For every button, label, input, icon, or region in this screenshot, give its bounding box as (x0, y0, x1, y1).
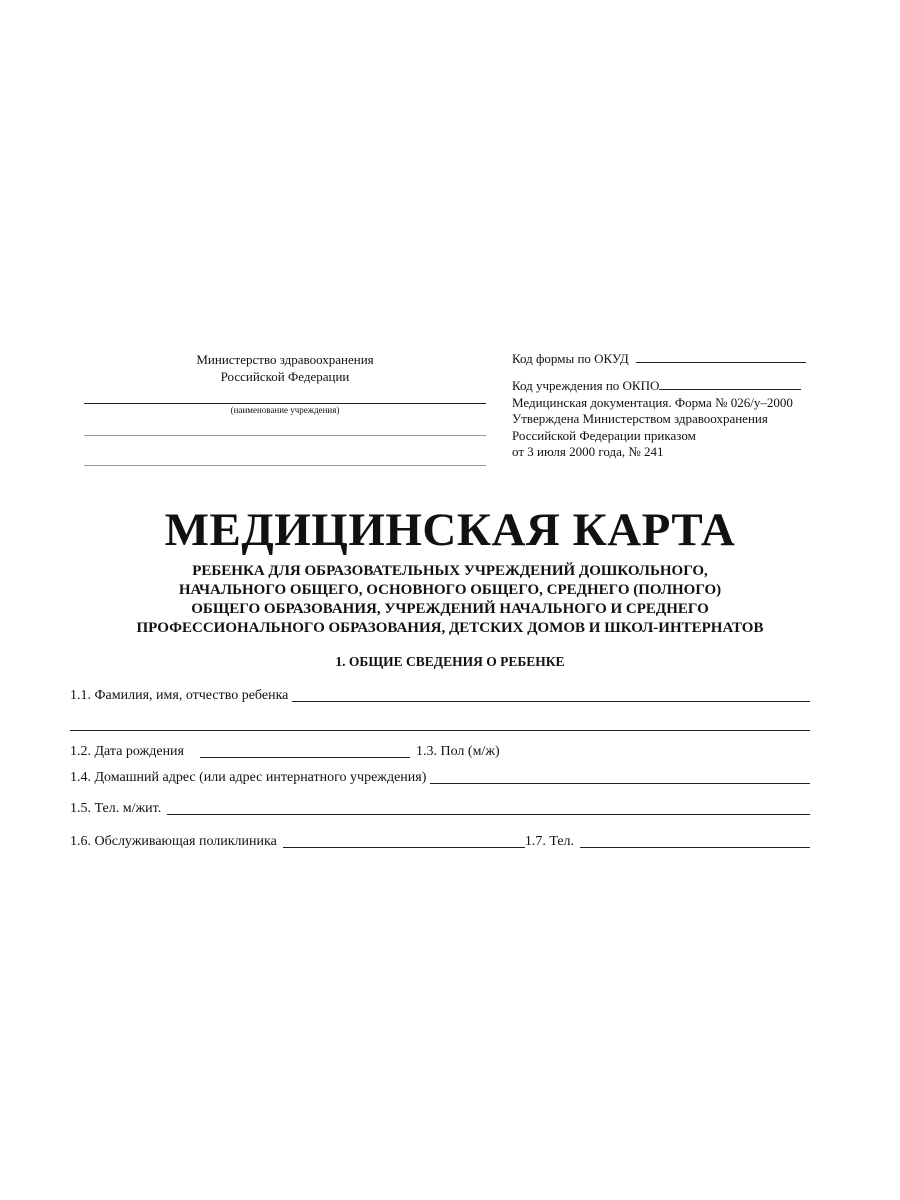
okud-field[interactable] (636, 350, 806, 363)
subtitle-line-1: РЕБЕНКА ДЛЯ ОБРАЗОВАТЕЛЬНЫХ УЧРЕЖДЕНИЙ ДОШКОЛЬНОГО, (192, 563, 708, 579)
birth-date-field[interactable] (200, 743, 410, 758)
okpo-label: Код учреждения по ОКПО (512, 378, 660, 393)
approval-line-2: Российской Федерации приказом (512, 427, 696, 443)
okpo-field[interactable] (659, 377, 801, 390)
clinic-phone-field[interactable] (580, 833, 810, 848)
ministry-line-2: Российской Федерации (220, 369, 350, 384)
okud-row (512, 350, 806, 368)
full-name-field-line-2[interactable] (70, 730, 810, 731)
section-1-heading: 1. ОБЩИЕ СВЕДЕНИЯ О РЕБЕНКЕ (335, 654, 565, 669)
institution-line-3[interactable] (84, 465, 486, 466)
address-field[interactable] (430, 769, 810, 784)
institution-caption: (наименование учреждения) (230, 405, 340, 415)
approval-line-3: от 3 июля 2000 года, № 241 (512, 444, 664, 459)
subtitle-line-2: НАЧАЛЬНОГО ОБЩЕГО, ОСНОВНОГО ОБЩЕГО, СРЕДНЕГО (ПОЛНОГО) (178, 582, 722, 598)
sex-label: 1.3. Пол (м/ж) (416, 744, 500, 759)
birth-sex-row (70, 742, 810, 760)
institution-name-line[interactable] (84, 403, 486, 404)
subtitle-line-4: ПРОФЕССИОНАЛЬНОГО ОБРАЗОВАНИЯ, ДЕТСКИХ ДОМОВ И ШКОЛ-ИНТЕРНАТОВ (136, 620, 764, 636)
full-name-row (70, 686, 810, 704)
approval-line-1: Утверждена Министерством здравоохранения (512, 411, 768, 426)
ministry-line-1: Министерство здравоохранения (196, 352, 374, 367)
ministry-block (84, 351, 486, 385)
address-label: 1.4. Домашний адрес (или адрес интернатного учреждения) (70, 770, 427, 785)
institution-line-2[interactable] (84, 435, 486, 436)
okpo-block (512, 377, 801, 461)
address-row (70, 768, 810, 786)
birth-date-label: 1.2. Дата рождения (70, 744, 184, 759)
clinic-field[interactable] (283, 833, 525, 848)
form-number-line: Медицинская документация. Форма № 026/у–2000 (512, 394, 793, 410)
okud-label: Код формы по ОКУД (512, 351, 629, 366)
clinic-phone-label: 1.7. Тел. (524, 834, 575, 849)
home-phone-row (70, 799, 810, 817)
clinic-row (70, 832, 810, 850)
clinic-label: 1.6. Обслуживающая поликлиника (70, 834, 277, 849)
subtitle-line-3: ОБЩЕГО ОБРАЗОВАНИЯ, УЧРЕЖДЕНИЙ НАЧАЛЬНОГО И СРЕДНЕГО (191, 601, 709, 617)
document-subtitle (0, 562, 900, 638)
full-name-field[interactable] (292, 687, 810, 702)
okpo-row (512, 377, 801, 395)
full-name-label: 1.1. Фамилия, имя, отчество ребенка (70, 688, 289, 703)
home-phone-field[interactable] (167, 800, 810, 815)
document-title: МЕДИЦИНСКАЯ КАРТА (164, 504, 736, 556)
home-phone-label: 1.5. Тел. м/жит. (70, 801, 162, 816)
